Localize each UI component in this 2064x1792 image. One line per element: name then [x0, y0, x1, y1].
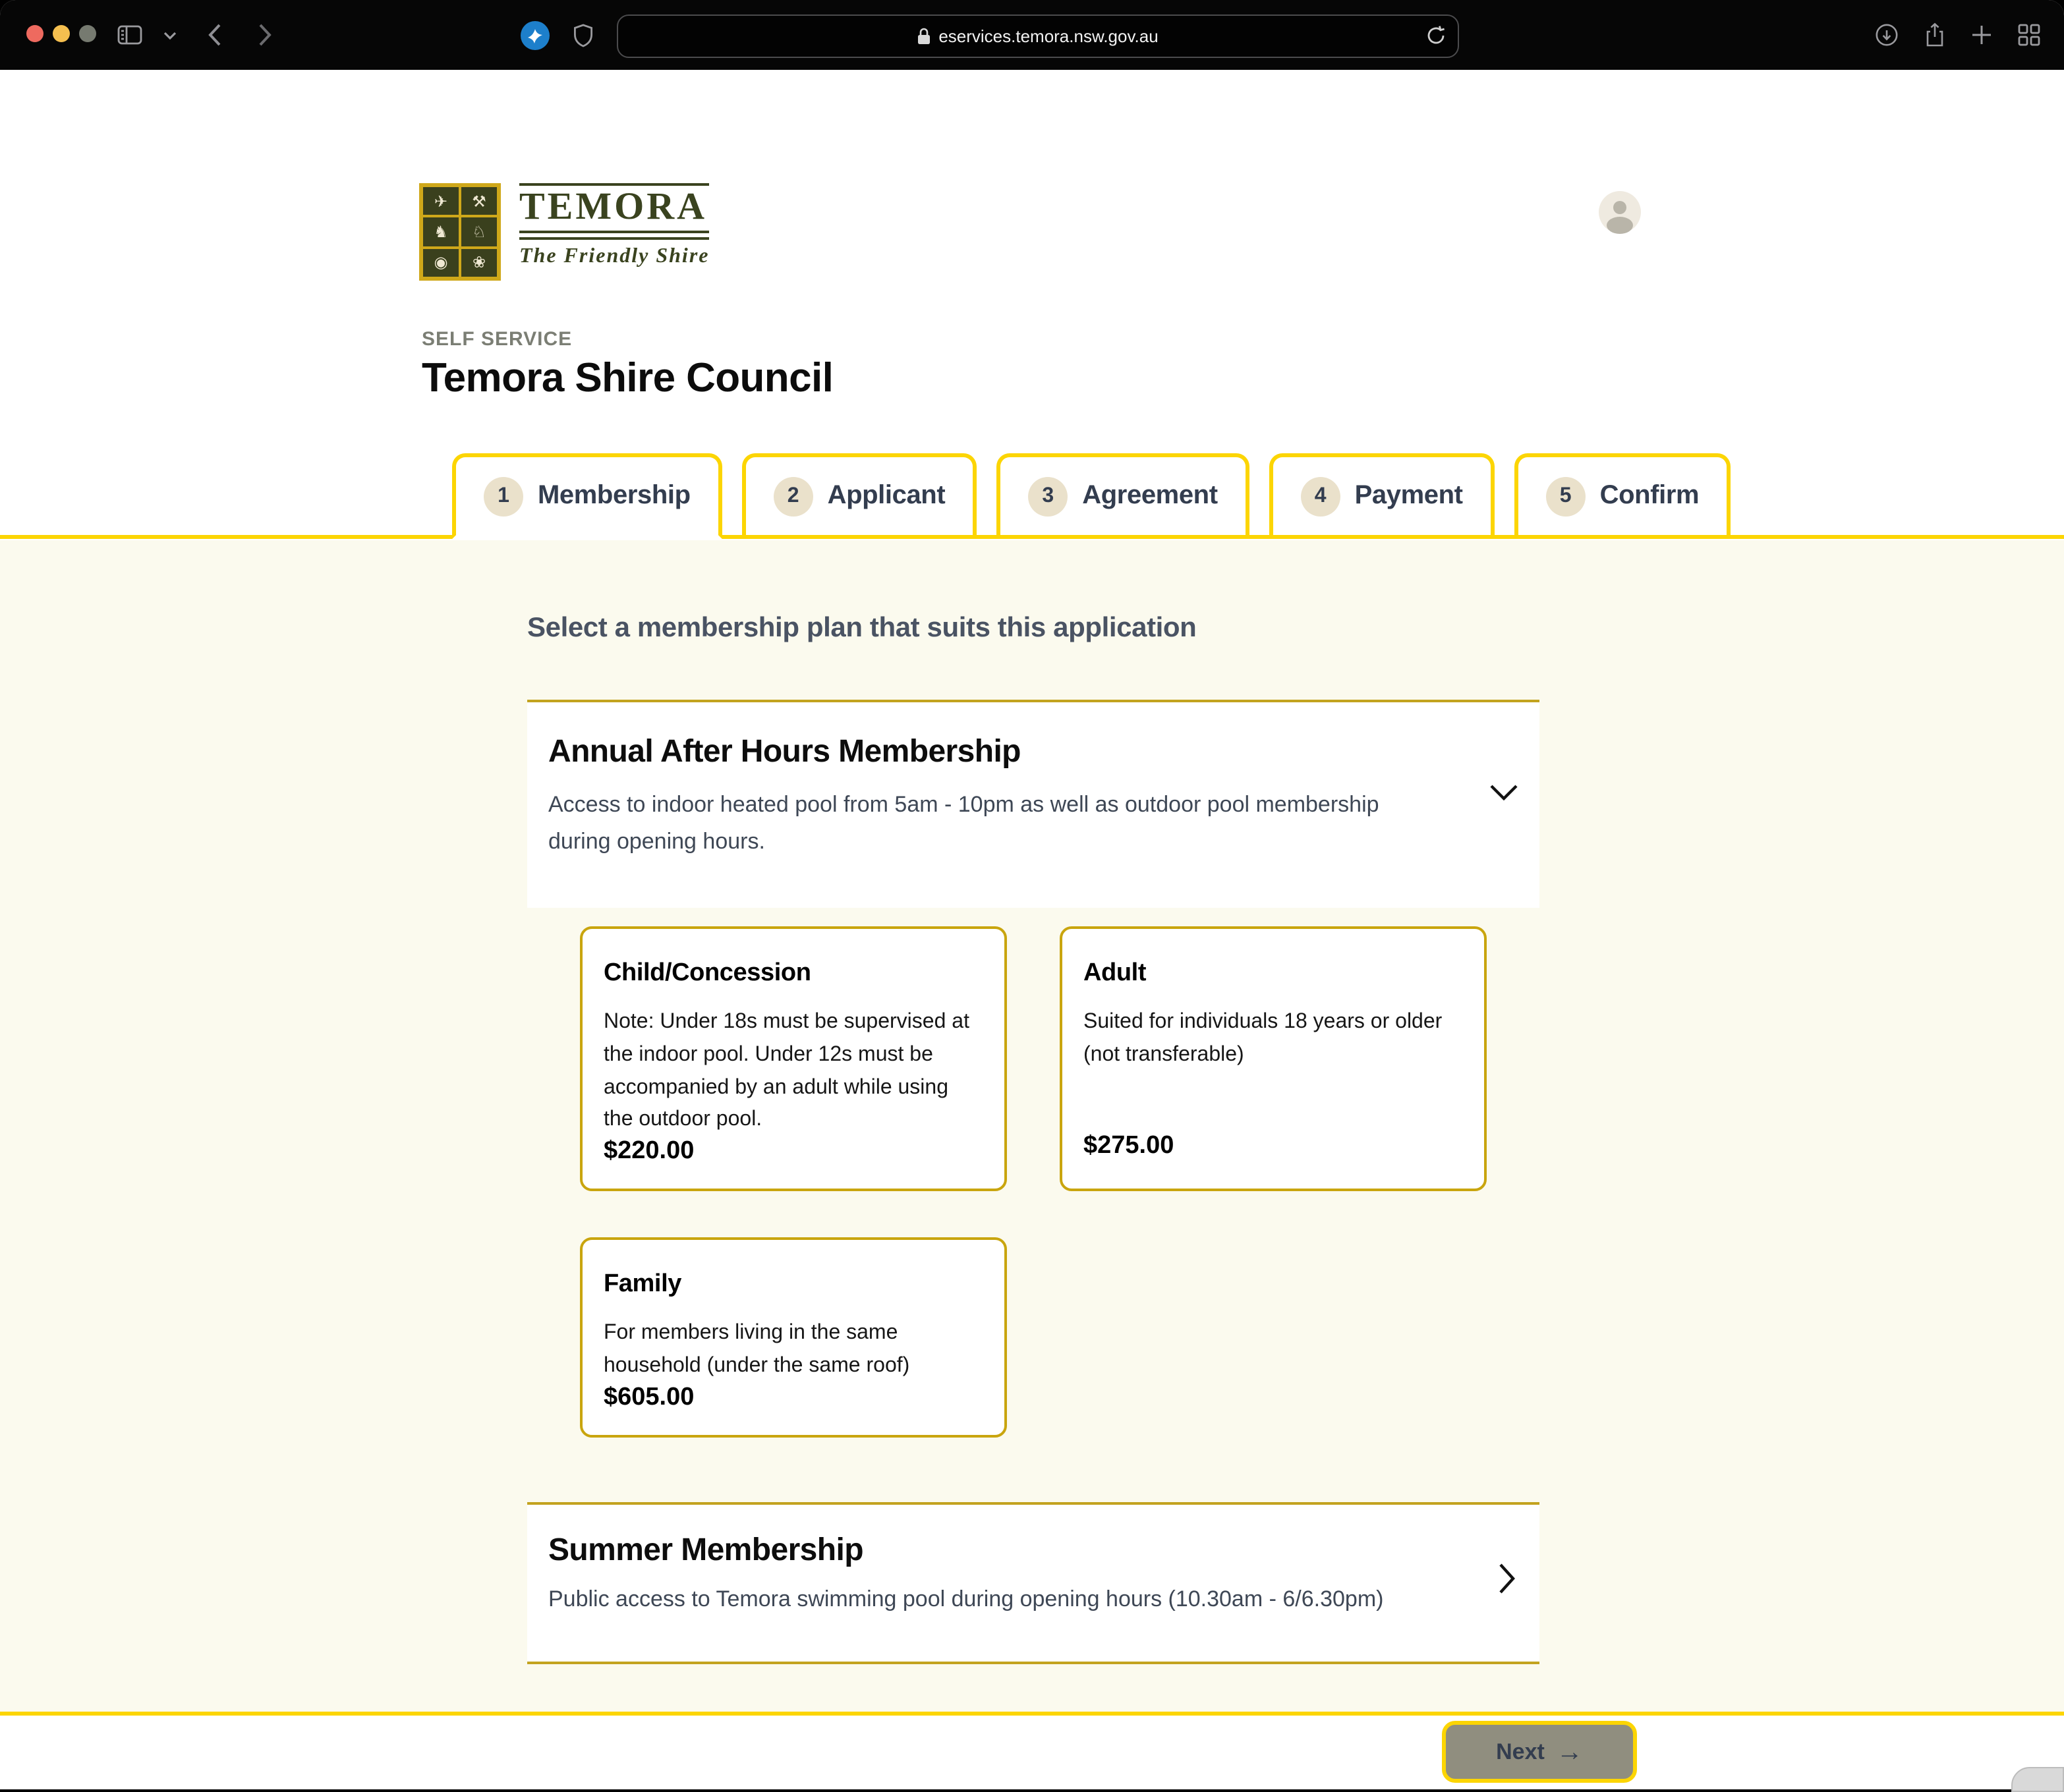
accordion-description: Public access to Temora swimming pool during opening hours (10.30am - 6/6.30pm): [548, 1586, 1384, 1611]
crest-kangaroo-icon: ♞: [423, 218, 459, 246]
extension-icon[interactable]: [517, 0, 554, 70]
step-number-badge: 3: [1028, 476, 1068, 516]
summer-membership-accordion[interactable]: [527, 1502, 1539, 1664]
plan-price: $275.00: [1083, 1132, 1174, 1160]
minimize-window-button[interactable]: [53, 25, 70, 42]
plan-description: For members living in the same household (under the same roof): [604, 1322, 910, 1377]
step-label: Agreement: [1082, 481, 1218, 510]
plan-card-adult[interactable]: [1060, 926, 1487, 1191]
service-eyebrow: SELF SERVICE: [422, 328, 573, 350]
tab-confirm[interactable]: [1514, 453, 1731, 535]
next-button-label: Next: [1496, 1739, 1545, 1764]
arrow-right-icon: →: [1556, 1737, 1583, 1766]
tab-overview-icon[interactable]: [2011, 0, 2046, 70]
sidebar-chevron-icon[interactable]: [161, 0, 179, 70]
zoom-window-button[interactable]: [79, 25, 96, 42]
crest-hay-icon: ◉: [423, 248, 459, 277]
privacy-shield-icon[interactable]: [567, 0, 598, 70]
new-tab-icon[interactable]: [1966, 0, 1995, 70]
browser-toolbar: [0, 0, 2064, 70]
crest-horse-icon: ♘: [461, 218, 497, 246]
temora-crest-icon: [419, 183, 501, 281]
downloads-icon[interactable]: [1872, 0, 1901, 70]
tab-payment[interactable]: [1269, 453, 1495, 535]
crest-wheat-icon: ❀: [461, 248, 497, 277]
lock-icon: [917, 28, 931, 45]
logo-rule: [519, 231, 709, 233]
step-tabs: [0, 457, 2064, 539]
step-number-badge: 4: [1301, 476, 1340, 516]
plan-title: Child/Concession: [604, 959, 811, 987]
temora-logo: [419, 183, 709, 281]
plan-card-family[interactable]: [580, 1237, 1007, 1438]
chevron-down-icon: [1489, 784, 1518, 808]
reload-icon[interactable]: [1426, 25, 1446, 50]
forward-button[interactable]: [250, 0, 279, 70]
plan-description: Note: Under 18s must be supervised at the indoor pool. Under 12s must be accompanied by an adult while using the outdoor pool.: [604, 1011, 969, 1131]
step-number-badge: 2: [774, 476, 813, 516]
step-label: Membership: [538, 481, 691, 510]
tab-agreement[interactable]: [996, 453, 1249, 535]
person-icon: [1599, 191, 1641, 233]
accordion-title: Annual After Hours Membership: [548, 734, 1021, 770]
page-title: Temora Shire Council: [422, 354, 834, 401]
logo-tagline: The Friendly Shire: [519, 244, 710, 267]
step-label: Payment: [1354, 481, 1463, 510]
tab-applicant[interactable]: [742, 453, 977, 535]
address-bar[interactable]: [617, 14, 1459, 58]
step-number-badge: 1: [484, 476, 523, 516]
step-number-badge: 5: [1546, 476, 1586, 516]
membership-panel: [0, 540, 2064, 1712]
plan-description: Suited for individuals 18 years or older (not transferable): [1083, 1011, 1443, 1066]
crest-mining-icon: ⚒: [461, 187, 497, 215]
plan-title: Adult: [1083, 959, 1147, 987]
back-button[interactable]: [200, 0, 229, 70]
accordion-description: Access to indoor heated pool from 5am - 10pm as well as outdoor pool membership during opening hours.: [548, 792, 1379, 854]
user-avatar[interactable]: [1599, 191, 1641, 233]
page-body: [0, 70, 2064, 1766]
logo-wordmark: TEMORA: [519, 183, 709, 229]
logo-rule: [519, 237, 709, 240]
panel-heading: Select a membership plan that suits this application: [527, 613, 1197, 643]
corner-widget: [2011, 1767, 2064, 1792]
step-label: Confirm: [1599, 481, 1700, 510]
plan-title: Family: [604, 1270, 681, 1298]
url-text: eservices.temora.nsw.gov.au: [938, 26, 1159, 46]
sidebar-icon[interactable]: [113, 0, 145, 70]
plan-card-child-concession[interactable]: [580, 926, 1007, 1191]
chevron-right-icon: [1499, 1563, 1516, 1601]
next-button[interactable]: [1442, 1721, 1637, 1783]
share-icon[interactable]: [1919, 0, 1951, 70]
plan-price: $605.00: [604, 1383, 695, 1411]
close-window-button[interactable]: [26, 25, 43, 42]
crest-plane-icon: ✈: [423, 187, 459, 215]
tab-membership[interactable]: [452, 453, 722, 539]
plan-price: $220.00: [604, 1137, 695, 1165]
annual-after-hours-accordion[interactable]: [527, 700, 1539, 908]
accordion-title: Summer Membership: [548, 1532, 863, 1568]
step-label: Applicant: [827, 481, 946, 510]
footer-bar: [0, 1716, 2064, 1789]
